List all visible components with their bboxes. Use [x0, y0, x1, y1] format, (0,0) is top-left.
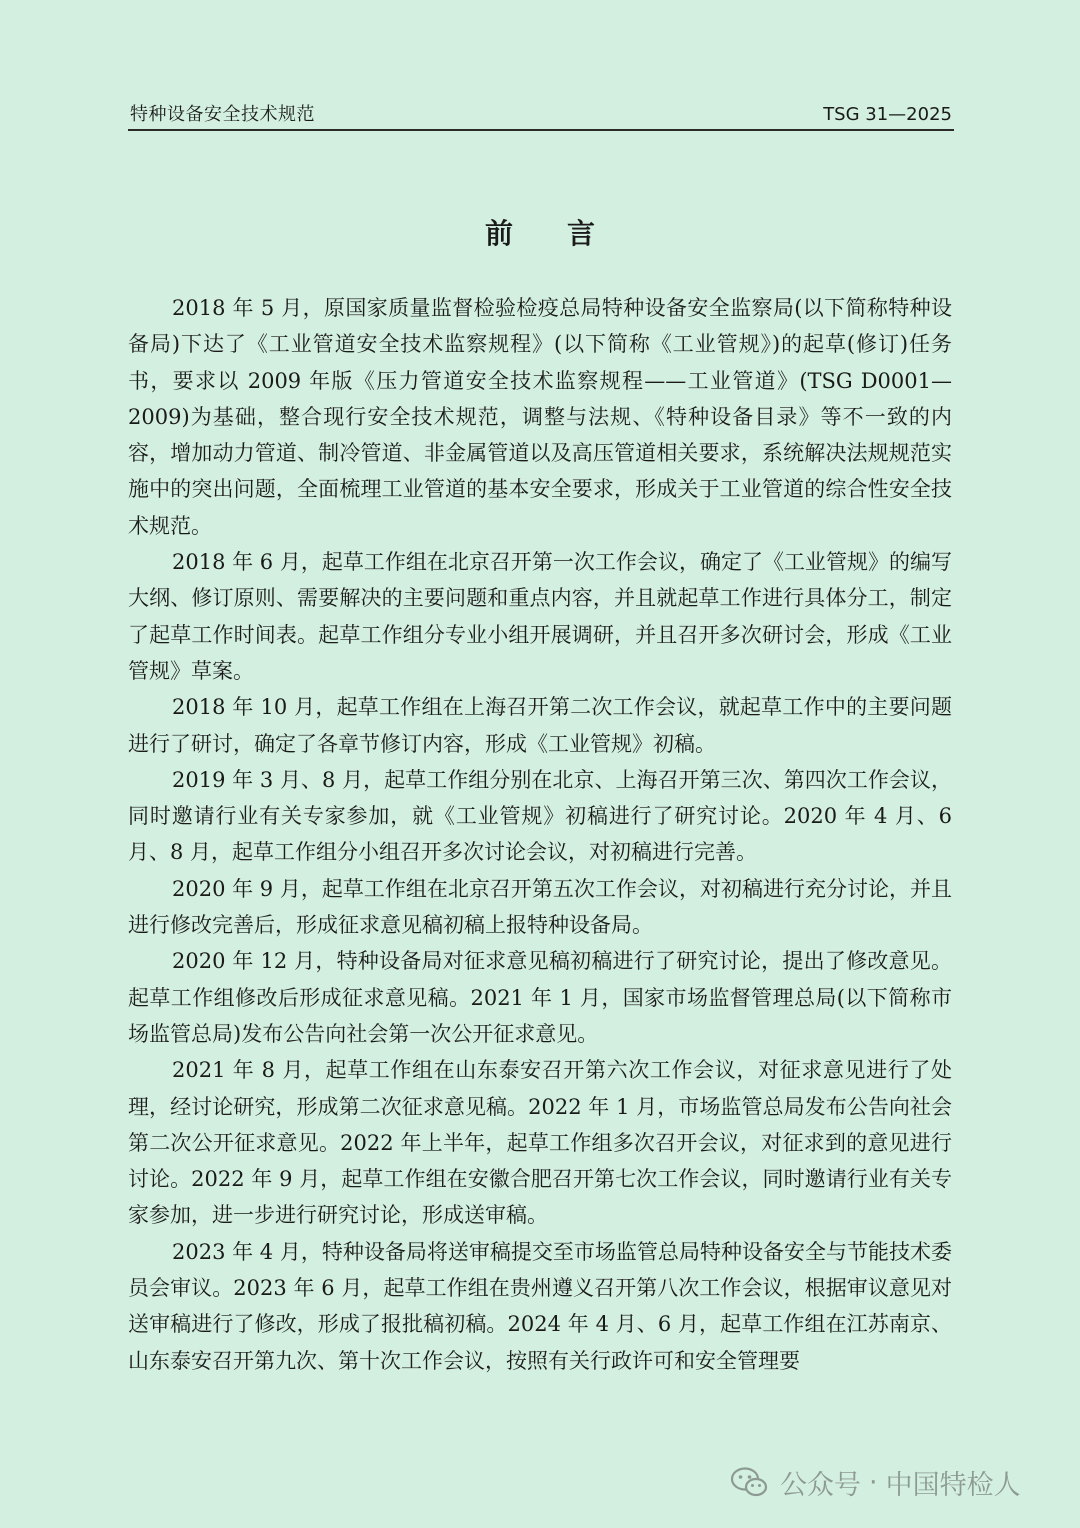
paragraph-4: 2019 年 3 月、8 月，起草工作组分别在北京、上海召开第三次、第四次工作会议，同时邀请行业有关专家参加，就《工业管规》初稿进行了研究讨论。2020 年 4 月、6 月、8 月，起草工作组分小组召开多次讨论会议，对初稿进行完善。: [128, 767, 952, 865]
wechat-icon: [730, 1466, 768, 1498]
paragraph-5: 2020 年 9 月，起草工作组在北京召开第五次工作会议，对初稿进行充分讨论，并且进行修改完善后，形成征求意见稿初稿上报特种设备局。: [128, 876, 952, 938]
header-spec-category: 特种设备安全技术规范: [130, 104, 315, 125]
watermark-account-name: 中国特检人: [885, 1469, 1021, 1501]
header-standard-code: TSG 31—2025: [823, 104, 952, 125]
paragraph-6: 2020 年 12 月，特种设备局对征求意见稿初稿进行了研究讨论，提出了修改意见。起草工作组修改后形成征求意见稿。2021 年 1 月，国家市场监督管理总局(以下简称市场监管总局)发布公告向社会第一次公开征求意见。: [128, 949, 952, 1046]
paragraph-7: 2021 年 8 月，起草工作组在山东泰安召开第六次工作会议，对征求意见进行了处理，经讨论研究，形成第二次征求意见稿。2022 年 1 月，市场监管总局发布公告向社会第二次公开征求意见。2022 年上半年，起草工作组多次召开会议，对征求到的意见进行讨论。2022 年 9 月，起草工作组在安徽合肥召开第七次工作会议，同时邀请行业有关专家参加，进一步进行研究讨论，形成送审稿。: [128, 1058, 952, 1228]
paragraph-3: 2018 年 10 月，起草工作组在上海召开第二次工作会议，就起草工作中的主要问题进行了研讨，确定了各章节修订内容，形成《工业管规》初稿。: [128, 695, 952, 756]
paragraph-1: 2018 年 5 月，原国家质量监督检验检疫总局特种设备安全监察局(以下简称特种设备局)下达了《工业管道安全技术监察规程》(以下简称《工业管规》)的起草(修订)任务书，要求以 2009 年版《压力管道安全技术监察规程——工业管道》(TSG D0001—2009)为基础，整合现行安全技术规范，调整与法规、《特种设备目录》等不一致的内容，增加动力管道、制冷管道、非金属管道以及高压管道相关要求，系统解决法规规范实施中的突出问题，全面梳理工业管道的基本安全要求，形成关于工业管道的综合性安全技术规范。: [128, 296, 952, 538]
paragraph-8: 2023 年 4 月，特种设备局将送审稿提交至市场监管总局特种设备安全与节能技术委员会审议。2023 年 6 月，起草工作组在贵州遵义召开第八次工作会议，根据审议意见对送审稿进行了修改，形成了报批稿初稿。2024 年 4 月、6 月，起草工作组在江苏南京、山东泰安召开第九次、第十次工作会议，按照有关行政许可和安全管理要: [128, 1239, 952, 1373]
wechat-account-watermark: [730, 1452, 1021, 1512]
page-header: [128, 103, 954, 131]
watermark-separator: ·: [869, 1466, 878, 1498]
paragraph-2: 2018 年 6 月，起草工作组在北京召开第一次工作会议，确定了《工业管规》的编写大纲、修订原则、需要解决的主要问题和重点内容，并且就起草工作进行具体分工，制定了起草工作时间表。起草工作组分专业小组开展调研，并且召开多次研讨会，形成《工业管规》草案。: [128, 550, 952, 683]
watermark-label: 公众号: [780, 1469, 861, 1501]
page-title: 前言: [484, 217, 649, 250]
preface-body: [128, 290, 952, 1379]
